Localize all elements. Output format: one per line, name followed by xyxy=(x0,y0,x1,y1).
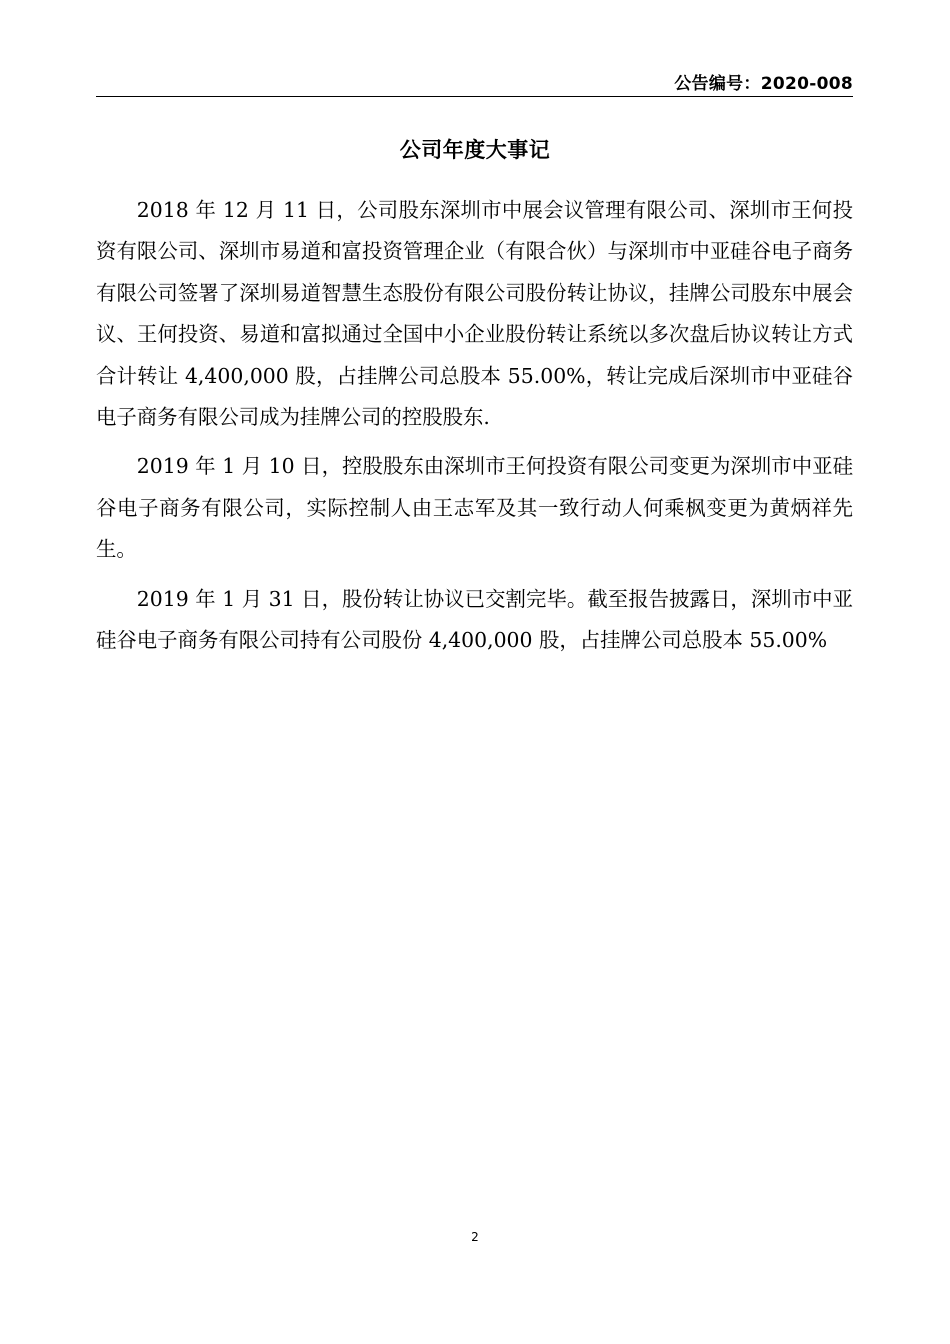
page-number: 2 xyxy=(471,1230,479,1244)
page-title: 公司年度大事记 xyxy=(399,138,551,162)
paragraph-2019-01-31: 2019 年 1 月 31 日，股份转让协议已交割完毕。截至报告披露日，深圳市中亚硅谷电子商务有限公司持有公司股份 4,400,000 股，占挂牌公司总股本 55.00% xyxy=(96,586,853,653)
paragraph-2018-12-11: 2018 年 12 月 11 日，公司股东深圳市中展会议管理有限公司、深圳市王何投资有限公司、深圳市易道和富投资管理企业（有限合伙）与深圳市中亚硅谷电子商务有限公司签署了深圳易道智慧生态股份有限公司股份转让协议，挂牌公司股东中展会议、王何投资、易道和富拟通过全国中小企业股份转让系统以多次盘后协议转让方式合计转让 4,400,000 股，占挂牌公司总股本 55.00%，转让完成后深圳市中亚硅谷电子商务有限公司成为挂牌公司的控股股东. xyxy=(96,198,853,430)
page-header xyxy=(96,66,853,97)
paragraph-2019-01-10: 2019 年 1 月 10 日，控股股东由深圳市王何投资有限公司变更为深圳市中亚硅谷电子商务有限公司，实际控制人由王志军及其一致行动人何乘枫变更为黄炳祥先生。 xyxy=(96,454,853,562)
body-text xyxy=(96,190,853,669)
announcement-number: 公告编号：2020-008 xyxy=(674,74,853,94)
